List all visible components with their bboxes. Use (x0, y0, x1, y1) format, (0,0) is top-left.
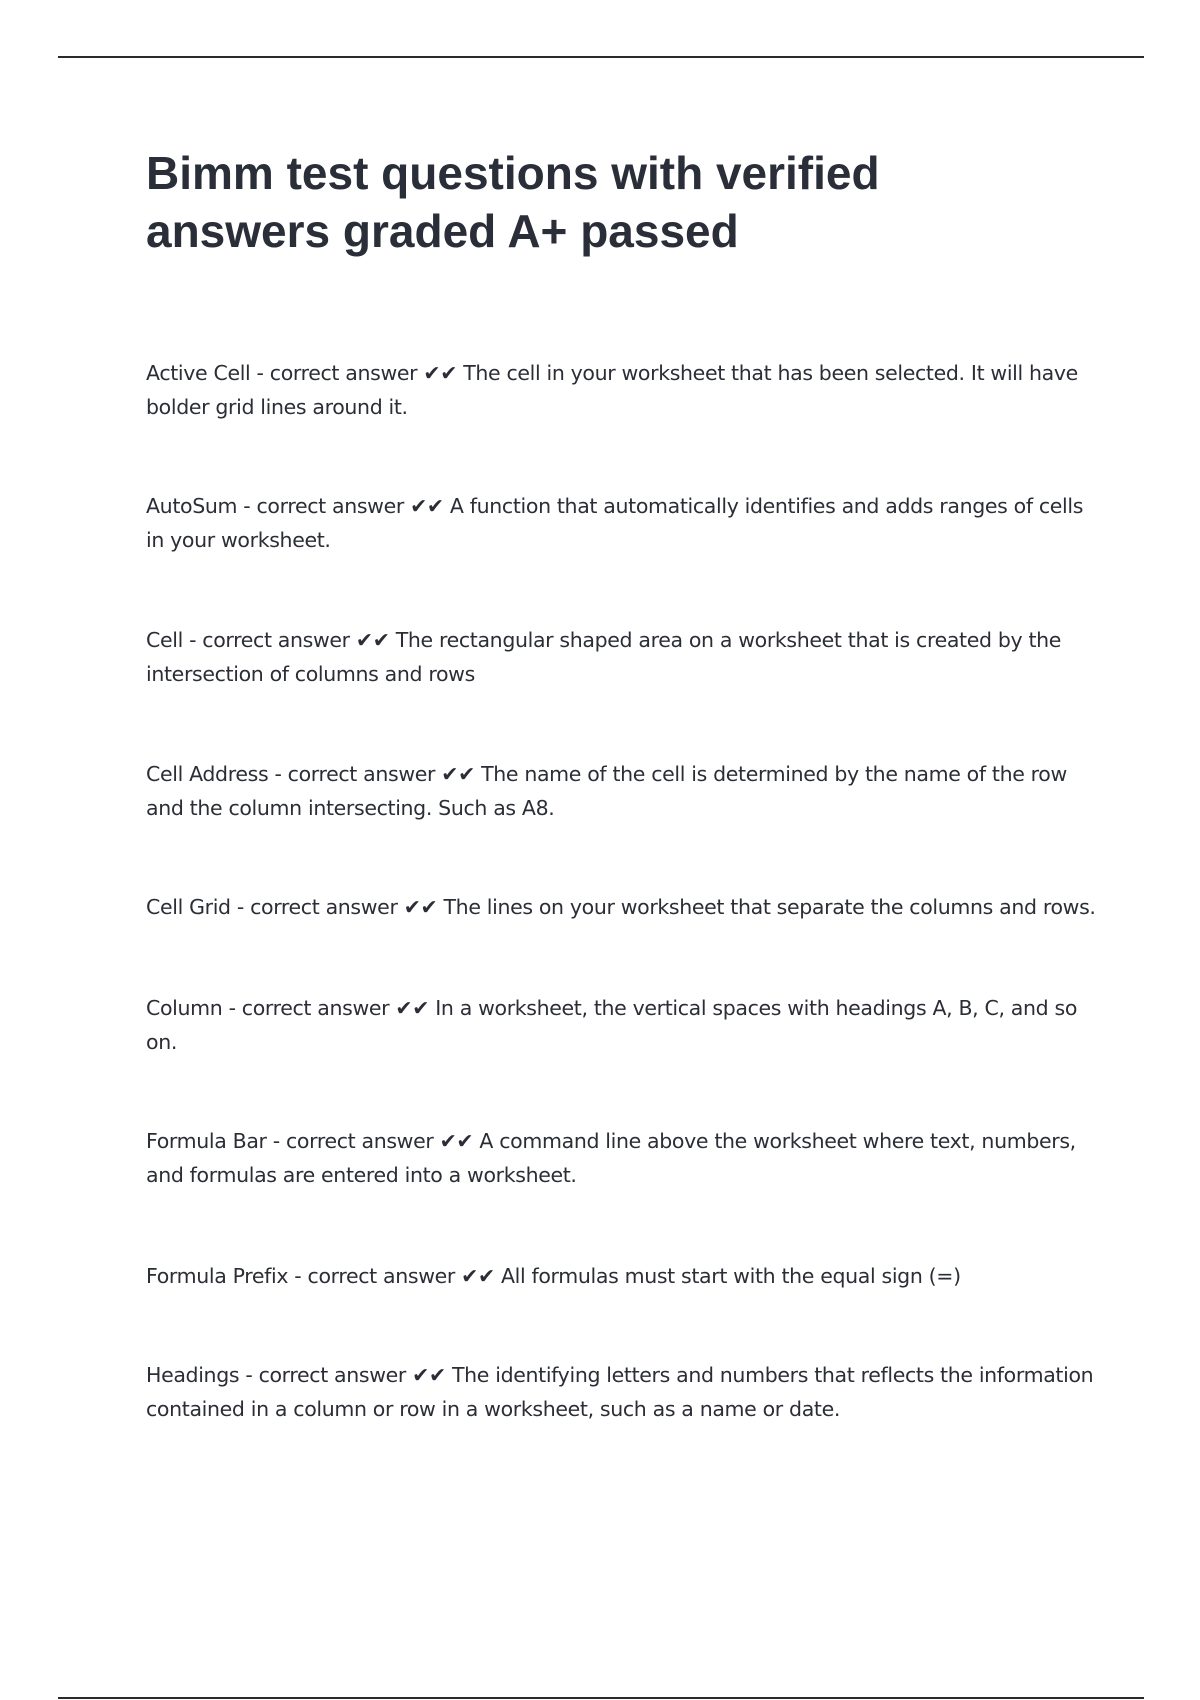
header-rule (58, 56, 1144, 58)
qa-entry-column: Column - correct answer ✔✔ In a worksheet, the vertical spaces with headings A, B, C, and so on. (146, 996, 1078, 1054)
document-title: Bimm test questions with verified answers graded A+ passed (146, 147, 880, 257)
qa-entry-autosum: AutoSum - correct answer ✔✔ A function that automatically identifies and adds ranges of cells in your worksheet. (146, 494, 1084, 552)
qa-entry-cell-grid: Cell Grid - correct answer ✔✔ The lines on your worksheet that separate the columns and rows. (146, 895, 1096, 919)
footer-rule (58, 1697, 1144, 1699)
qa-entry-formula-bar: Formula Bar - correct answer ✔✔ A command line above the worksheet where text, numbers, and formulas are entered into a worksheet. (146, 1129, 1076, 1187)
qa-entry-formula-prefix: Formula Prefix - correct answer ✔✔ All formulas must start with the equal sign (=) (146, 1264, 961, 1288)
qa-entry-cell: Cell - correct answer ✔✔ The rectangular shaped area on a worksheet that is created by the intersection of columns and rows (146, 628, 1062, 686)
qa-entry-headings: Headings - correct answer ✔✔ The identifying letters and numbers that reflects the information contained in a column or row in a worksheet, such as a name or date. (146, 1363, 1094, 1421)
qa-entry-cell-address: Cell Address - correct answer ✔✔ The name of the cell is determined by the name of the row and the column intersecting. Such as A8. (146, 762, 1067, 820)
qa-entry-active-cell: Active Cell - correct answer ✔✔ The cell in your worksheet that has been selected. It will have bolder grid lines around it. (146, 361, 1078, 419)
